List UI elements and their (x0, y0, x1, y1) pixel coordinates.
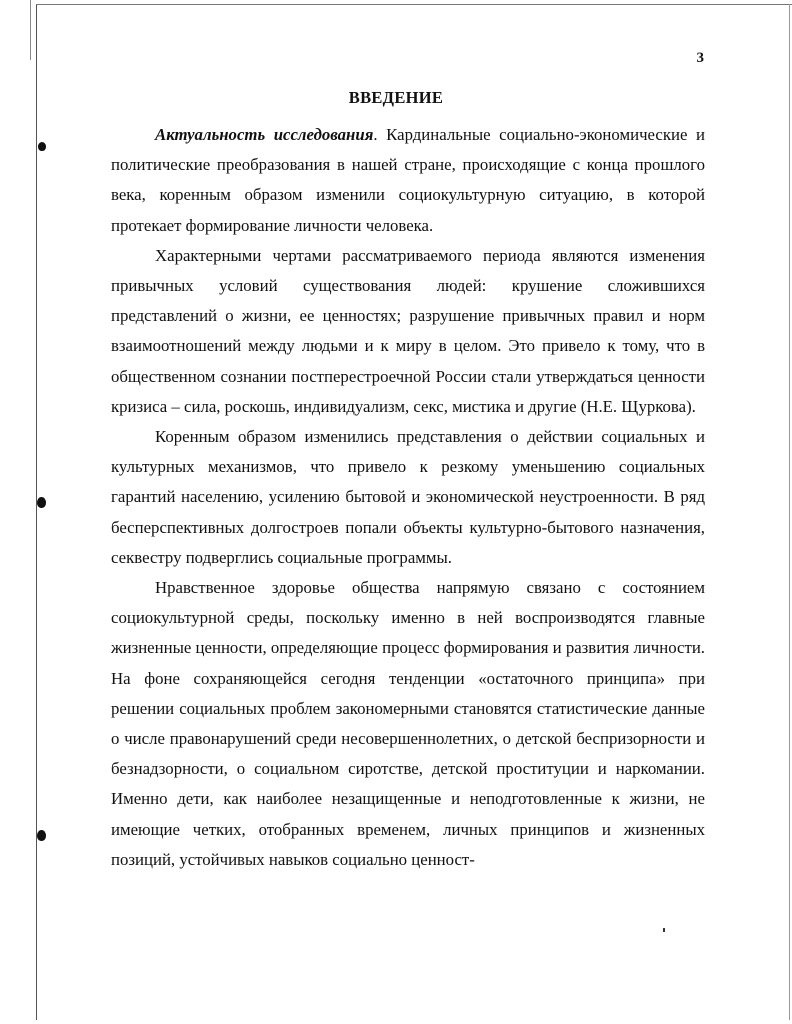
scan-edge-left (36, 4, 37, 1020)
scan-edge-left-secondary (30, 0, 31, 60)
binder-hole-mark (38, 142, 46, 151)
paragraph-text: Характерными чертами рассматриваемого периода являются изменения привычных условий существования людей: крушение сложившихся представлений о жизни, ее ценностях; разрушение привычных правил и норм взаимоотношений между людьми и к миру в целом. Это привело к тому, что в общественном сознании постперестроечной России стали утверждаться ценности кризиса – сила, роскошь, индивидуализм, секс, мистика и другие (Н.Е. Щуркова). (111, 245, 705, 416)
binder-hole-mark (37, 497, 46, 508)
paragraph-text: Коренным образом изменились представления о действии социальных и культурных механизмов, что привело к резкому уменьшению социальных гарантий населению, усилению бытовой и экономической неустроенности. В ряд бесперспективных долгостроев попали объекты культурно-бытового назначения, секвестру подверглись социальные программы. (111, 427, 705, 567)
scan-edge-top (36, 4, 792, 5)
binder-hole-mark (37, 830, 46, 841)
scan-speck (663, 928, 665, 932)
paragraph-text: Нравственное здоровье общества напрямую связано с состоянием социокультурной среды, поскольку именно в ней воспроизводятся главные жизненные ценности, определяющие процесс формирования и развития личности. На фоне сохраняющейся сегодня тенденции «остаточного принципа» при решении социальных проблем закономерными становятся статистические данные о числе правонарушений среди несовершеннолетних, о детской беспризорности и безнадзорности, о социальном сиротстве, детской проституции и наркомании. Именно дети, как наиболее незащищенные и неподготовленные к жизни, не имеющие четких, отобранных временем, личных принципов и жизненных позиций, устойчивых навыков социально ценност- (111, 578, 705, 869)
document-body (111, 120, 705, 875)
paragraph-lead: Актуальность исследования (155, 125, 374, 144)
paragraph-relevance (111, 120, 705, 241)
page-title: ВВЕДЕНИЕ (348, 88, 444, 107)
scan-edge-right (789, 4, 790, 1020)
paragraph-text: . Кардинальные социально-экономические и политические преобразования в нашей стране, происходящие с конца прошлого века, коренным образом изменили социокультурную ситуацию, в которой протекает формирование личности человека. (111, 125, 705, 235)
page-number: 3 (696, 50, 704, 66)
